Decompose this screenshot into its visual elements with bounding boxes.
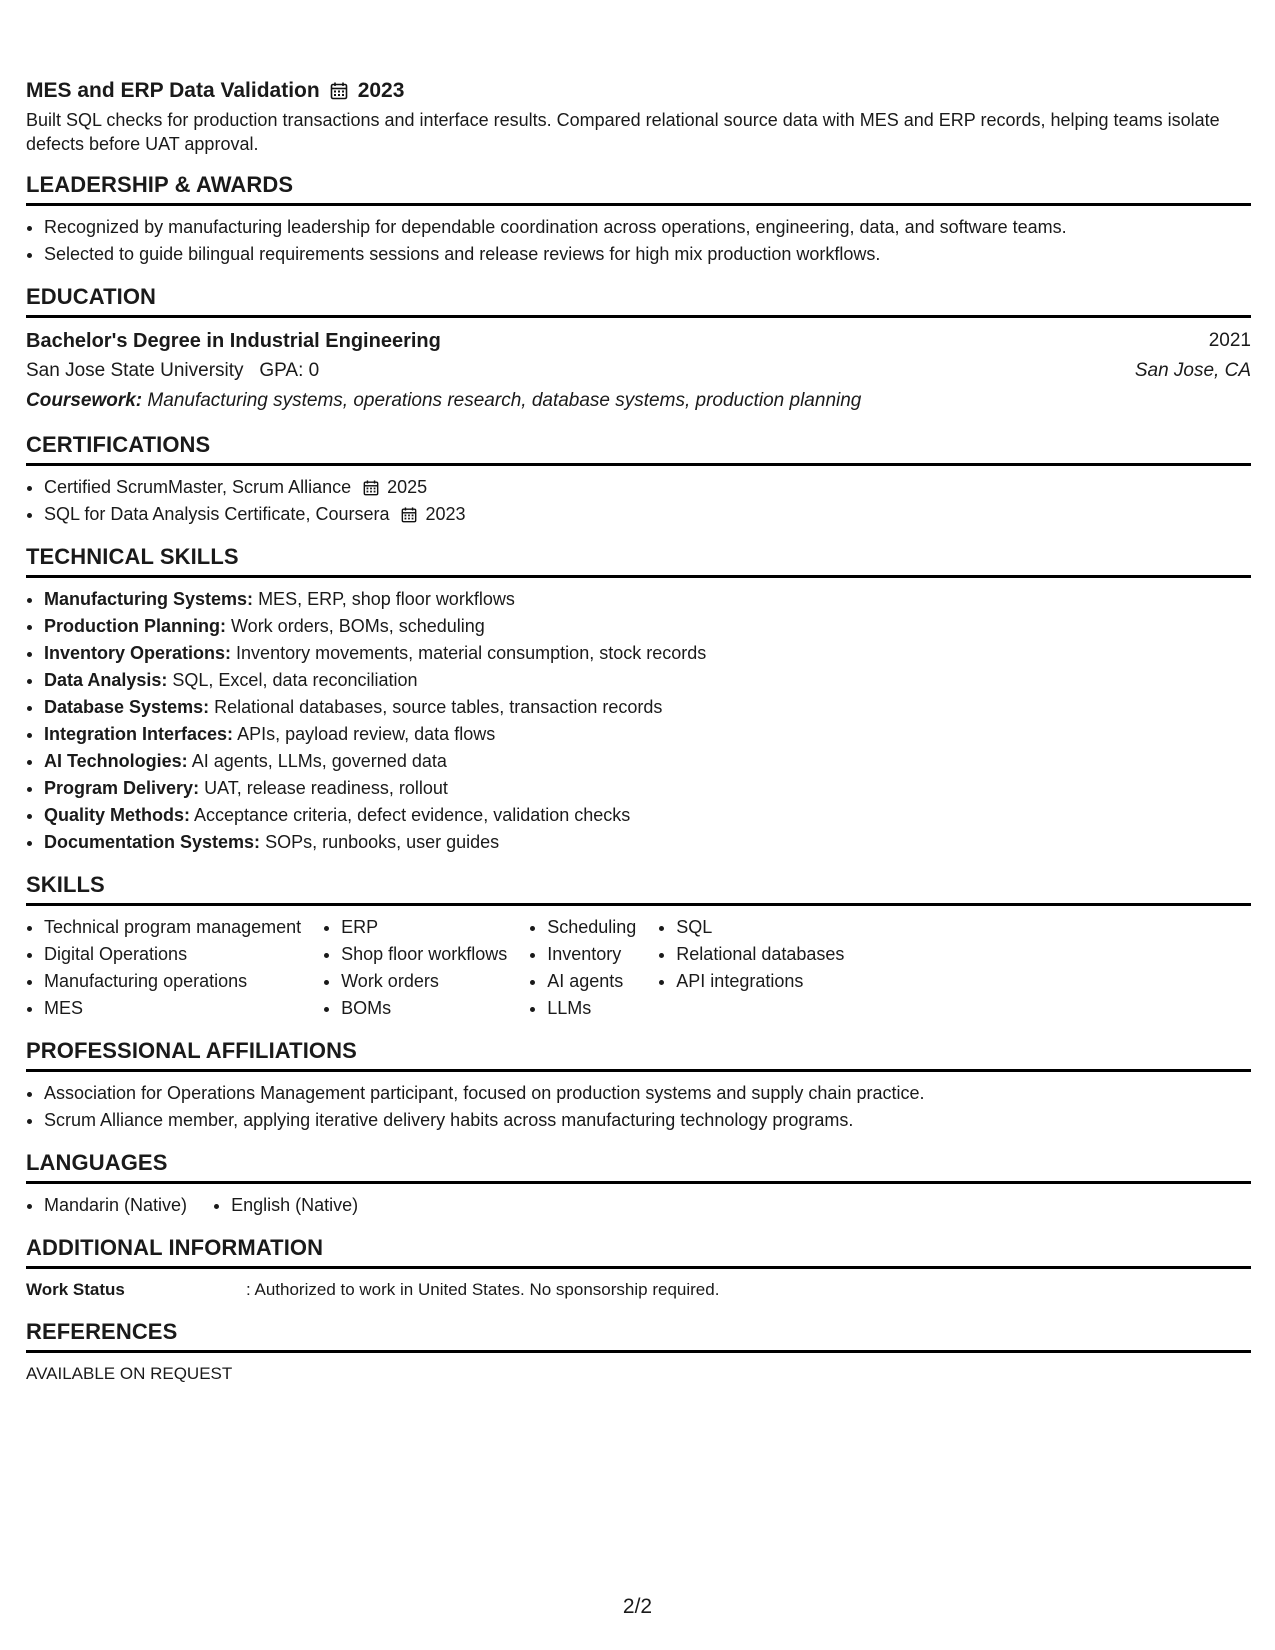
school-name: San Jose State University [26, 360, 244, 381]
project-title: MES and ERP Data Validation [26, 79, 320, 102]
skill-label: Documentation Systems: [44, 832, 261, 852]
languages-heading: LANGUAGES [26, 1150, 1251, 1184]
list-item: • Scheduling [547, 914, 636, 941]
list-item: • Technical program management [44, 914, 301, 941]
list-item [44, 829, 1251, 856]
list-item: • Association for Operations Management participant, focused on production systems and supply chain practice. [44, 1080, 1251, 1107]
skills-column [658, 914, 844, 1022]
list-item [44, 721, 1251, 748]
cert-year: 2023 [425, 504, 466, 524]
skill-value: MES, ERP, shop floor workflows [258, 589, 515, 609]
list-item [44, 748, 1251, 775]
additional-info-heading: ADDITIONAL INFORMATION [26, 1235, 1251, 1269]
skill-label: Program Delivery: [44, 778, 200, 798]
list-item: • Selected to guide bilingual requirements sessions and release reviews for high mix production workflows. [44, 241, 1251, 268]
education-school-row [26, 356, 1251, 386]
skill-label: Integration Interfaces: [44, 724, 234, 744]
degree-year: 2021 [1208, 330, 1251, 351]
skill-value: Relational databases, source tables, transaction records [214, 697, 663, 717]
gpa: GPA: 0 [259, 360, 320, 381]
references-heading: REFERENCES [26, 1319, 1251, 1353]
list-item: • SQL [676, 914, 844, 941]
work-status-value: : Authorized to work in United States. No sponsorship required. [246, 1280, 720, 1299]
skill-label: Quality Methods: [44, 805, 191, 825]
education-degree-row [26, 326, 1251, 356]
list-item [44, 586, 1251, 613]
list-item: • BOMs [341, 995, 507, 1022]
cert-name: • Certified ScrumMaster, Scrum Alliance [44, 477, 352, 497]
skill-label: Manufacturing Systems: [44, 589, 254, 609]
degree-title: Bachelor's Degree in Industrial Engineering [26, 330, 441, 352]
list-item: • API integrations [676, 968, 844, 995]
skill-value: APIs, payload review, data flows [237, 724, 496, 744]
list-item [44, 775, 1251, 802]
list-item: • Inventory [547, 941, 636, 968]
skill-value: Work orders, BOMs, scheduling [231, 616, 485, 636]
skill-label: Database Systems: [44, 697, 210, 717]
skill-value: Inventory movements, material consumption, stock records [236, 643, 707, 663]
page-number: 2/2 [622, 1595, 653, 1618]
certifications-heading: CERTIFICATIONS [26, 432, 1251, 466]
work-status-row [26, 1277, 1251, 1303]
references-text: AVAILABLE ON REQUEST [26, 1364, 233, 1383]
technical-skills-list [26, 586, 1251, 856]
list-item [44, 694, 1251, 721]
list-item [44, 474, 1251, 501]
skill-label: Data Analysis: [44, 670, 168, 690]
list-item [44, 640, 1251, 667]
list-item [44, 667, 1251, 694]
coursework [26, 386, 1251, 416]
skills-column [529, 914, 636, 1022]
list-item: • English (Native) [231, 1192, 358, 1219]
certifications-list [26, 474, 1251, 528]
skill-value: AI agents, LLMs, governed data [191, 751, 447, 771]
skills-heading: SKILLS [26, 872, 1251, 906]
resume-page [26, 76, 1251, 1387]
list-item: • AI agents [547, 968, 636, 995]
leadership-heading: LEADERSHIP & AWARDS [26, 172, 1251, 206]
leadership-list [26, 214, 1251, 268]
skill-value: SQL, Excel, data reconciliation [172, 670, 418, 690]
project-title-row [26, 76, 1251, 106]
list-item: • ERP [341, 914, 507, 941]
skill-value: Acceptance criteria, defect evidence, validation checks [194, 805, 631, 825]
cert-name: • SQL for Data Analysis Certificate, Coursera [44, 504, 390, 524]
languages-list [26, 1192, 1251, 1219]
skills-grid [26, 914, 1251, 1022]
list-item: • Shop floor workflows [341, 941, 507, 968]
list-item: • Digital Operations [44, 941, 301, 968]
skill-value: SOPs, runbooks, user guides [265, 832, 500, 852]
list-item: • Work orders [341, 968, 507, 995]
technical-skills-heading: TECHNICAL SKILLS [26, 544, 1251, 578]
affiliations-list [26, 1080, 1251, 1134]
list-item: • Manufacturing operations [44, 968, 301, 995]
education-heading: EDUCATION [26, 284, 1251, 318]
skill-label: AI Technologies: [44, 751, 188, 771]
calendar-icon [330, 82, 348, 100]
list-item [44, 802, 1251, 829]
list-item: • LLMs [547, 995, 636, 1022]
list-item: • Relational databases [676, 941, 844, 968]
work-status-label: Work Status [26, 1280, 125, 1299]
project-description: Built SQL checks for production transactions and interface results. Compared relational source data with MES and ERP records, helping teams isolate defects before UAT approval. [26, 110, 1220, 154]
list-item: • Recognized by manufacturing leadership for dependable coordination across operations, engineering, data, and software teams. [44, 214, 1251, 241]
coursework-text: Manufacturing systems, operations research, database systems, production planning [147, 390, 862, 411]
skills-column [26, 914, 301, 1022]
list-item [44, 613, 1251, 640]
calendar-icon [401, 507, 417, 523]
cert-year: 2025 [387, 477, 428, 497]
school-location: San Jose, CA [1134, 360, 1251, 381]
affiliations-heading: PROFESSIONAL AFFILIATIONS [26, 1038, 1251, 1072]
skills-column [323, 914, 507, 1022]
skill-label: Production Planning: [44, 616, 226, 636]
list-item [44, 501, 1251, 528]
list-item: • MES [44, 995, 301, 1022]
calendar-icon [363, 480, 379, 496]
coursework-label: Coursework: [26, 390, 143, 411]
skill-value: UAT, release readiness, rollout [204, 778, 448, 798]
project-year: 2023 [357, 79, 405, 102]
list-item: • Scrum Alliance member, applying iterative delivery habits across manufacturing technology programs. [44, 1107, 1251, 1134]
skill-label: Inventory Operations: [44, 643, 232, 663]
list-item: • Mandarin (Native) [44, 1192, 187, 1219]
